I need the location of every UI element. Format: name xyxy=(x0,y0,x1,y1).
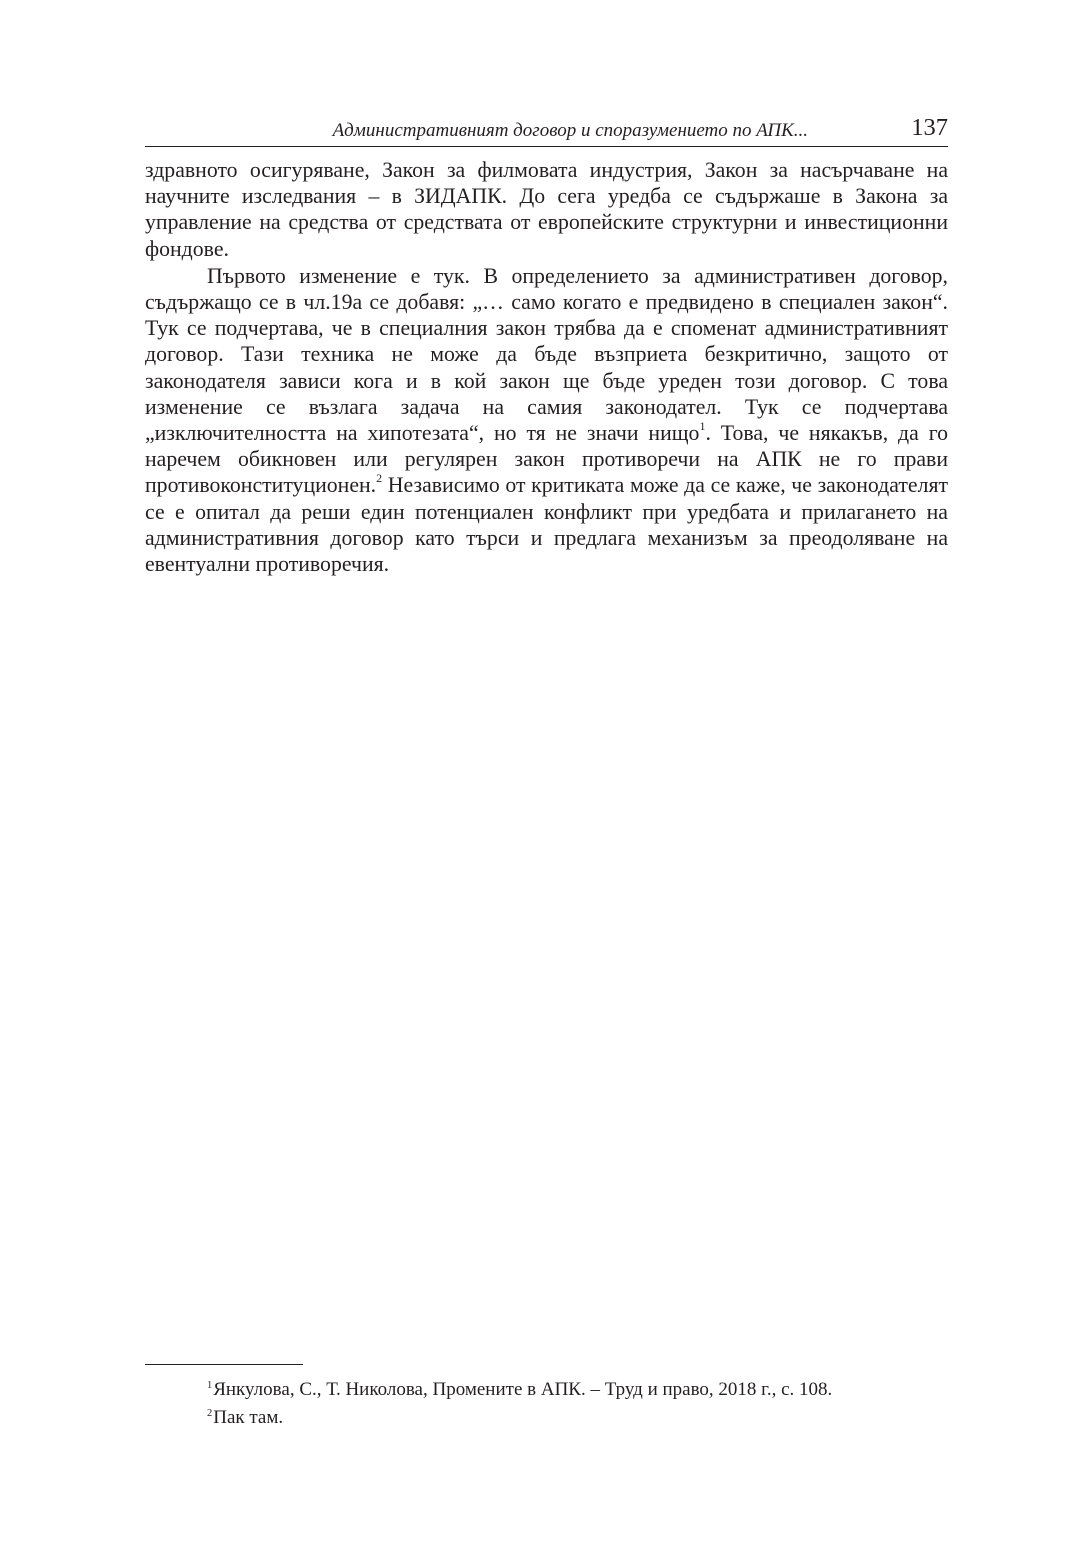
paragraph-text: Независимо от критиката може да се каже, че законодателят се е опитал да реши един потенциален конфликт при уредбата и прилагането на административния договор като търси и предлага механизъм за преодоляване на евентуални противоречия. xyxy=(145,473,948,577)
main-text xyxy=(145,157,948,577)
running-header xyxy=(145,112,948,147)
paragraph-text: здравното осигуряване, Закон за филмовата индустрия, Закон за насърчаване на научните изследвания – в ЗИДАПК. До сега уредба се съдържаше в Закона за управление на средства от средствата от европейските структурни и инвестиционни фондове. xyxy=(145,158,948,261)
page-number: 137 xyxy=(911,114,948,141)
footnote-mark: 1 xyxy=(207,1379,213,1391)
running-title: Административният договор и споразумението по АПК... xyxy=(332,120,808,141)
paragraph-text: Първото изменение е тук. В определението за административен договор, съдържащо се в чл.19а се добавя: „… само когато е предвидено в специален закон“. Тук се подчертава, че в специалния закон трябва да е споменат административният договор. Тази техника не може да бъде възприета безкритично, защото от законодателя зависи кога и в кой закон ще бъде уреден този договор. С това изменение се възлага задача на самия законодател. Тук се подчертава „изключителността на хипотезата“, но тя не значи нищо xyxy=(145,263,948,446)
footnote-text: Янкулова, С., Т. Николова, Промените в АПК. – Труд и право, 2018 г., с. 108. xyxy=(213,1379,833,1400)
footnote xyxy=(207,1404,948,1432)
footnote-mark: 2 xyxy=(207,1407,213,1419)
footnote xyxy=(207,1376,948,1404)
footnote-text: Пак там. xyxy=(213,1407,284,1428)
footnote-reference[interactable]: 2 xyxy=(376,471,383,486)
paragraph-text: . Това, че някакъв, да го наречем обикновен или регулярен закон противоречи на АПК не го прави противоконституционен. xyxy=(145,421,949,498)
footnote-reference[interactable]: 1 xyxy=(699,418,706,433)
paragraph xyxy=(145,263,948,577)
footnotes xyxy=(207,1376,948,1432)
paragraph xyxy=(145,157,948,262)
footnote-separator xyxy=(145,1364,303,1365)
